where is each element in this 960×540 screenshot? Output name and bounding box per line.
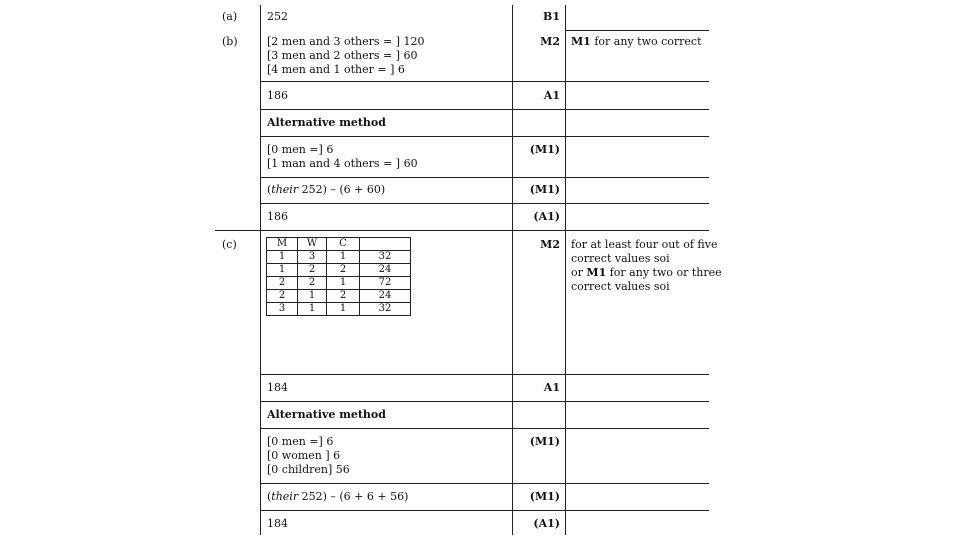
calc-text: 252) – (6 + 6 + 56) <box>298 490 409 503</box>
table-cell: 32 <box>360 303 411 316</box>
row-divider <box>260 401 709 402</box>
part-label-b: (b) <box>222 35 238 48</box>
answer-line: [0 men =] 6 <box>267 143 334 156</box>
table-cell: 1 <box>298 303 327 316</box>
mark-b-alt-method: (M1) <box>529 143 560 156</box>
table-header-row <box>267 238 411 251</box>
mark-b-alt-final: (A1) <box>533 210 560 223</box>
table-cell: 32 <box>360 251 411 264</box>
part-label-a: (a) <box>222 10 238 23</box>
italic-their: their <box>271 183 299 196</box>
row-divider <box>260 109 709 110</box>
guidance-or: or <box>571 266 583 279</box>
answer-c-alt-method <box>267 435 350 477</box>
row-divider <box>260 374 709 375</box>
guidance-line <box>571 266 722 280</box>
table-cell: 1 <box>267 264 298 277</box>
guidance-line: for at least four out of five <box>571 238 718 251</box>
table-cell: 72 <box>360 277 411 290</box>
row-divider <box>565 30 709 31</box>
guidance-mark-code: M1 <box>571 35 591 48</box>
answer-b-alt-method <box>267 143 418 171</box>
answer-b-alt-final: 186 <box>267 210 288 223</box>
answer-c-alt-calc: (their 252) – (6 + 6 + 56) <box>267 490 409 503</box>
answer-c-final: 184 <box>267 381 288 394</box>
column-divider-mark <box>512 5 513 535</box>
table-cell: 1 <box>327 277 360 290</box>
mark-c-alt-final: (A1) <box>533 517 560 530</box>
table-cell: 3 <box>267 303 298 316</box>
table-cell: 2 <box>298 277 327 290</box>
table-cell: 2 <box>267 290 298 303</box>
mark-c-alt-method: (M1) <box>529 435 560 448</box>
guidance-b <box>571 35 702 49</box>
column-divider-answer <box>260 5 261 535</box>
table-cell: 3 <box>298 251 327 264</box>
table-header <box>360 238 411 251</box>
answer-line: [1 man and 4 others = ] 60 <box>267 157 418 170</box>
row-divider <box>260 81 709 82</box>
alternative-method-heading: Alternative method <box>267 408 386 421</box>
answer-line: [0 children] 56 <box>267 463 350 476</box>
calc-text: 252) – (6 + 60) <box>298 183 386 196</box>
answer-b-final: 186 <box>267 89 288 102</box>
answer-b-alt-calc: (their 252) – (6 + 60) <box>267 183 386 196</box>
alternative-method-heading: Alternative method <box>267 116 386 129</box>
guidance-line: correct values soi <box>571 252 670 265</box>
table-row <box>267 251 411 264</box>
row-divider <box>260 510 709 511</box>
table-cell: 24 <box>360 290 411 303</box>
guidance-text: for any two or three <box>606 266 722 279</box>
row-divider <box>260 136 709 137</box>
row-divider <box>260 177 709 178</box>
combinations-table <box>266 237 411 316</box>
mark-b-alt-calc: (M1) <box>529 183 560 196</box>
mark-b-final: A1 <box>543 89 560 102</box>
table-cell: 2 <box>327 264 360 277</box>
guidance-line: correct values soi <box>571 280 670 293</box>
answer-line: [2 men and 3 others = ] 120 <box>267 35 425 48</box>
table-cell: 1 <box>298 290 327 303</box>
guidance-mark-code: M1 <box>586 266 607 279</box>
italic-their: their <box>271 490 299 503</box>
table-row <box>267 290 411 303</box>
table-header: C <box>327 238 360 251</box>
row-divider <box>260 203 709 204</box>
row-divider <box>260 428 709 429</box>
column-divider-guidance <box>565 5 566 535</box>
answer-line: [0 women ] 6 <box>267 449 341 462</box>
table-header: W <box>298 238 327 251</box>
mark-c-alt-calc: (M1) <box>529 490 560 503</box>
answer-a: 252 <box>267 10 288 23</box>
table-cell: 2 <box>298 264 327 277</box>
answer-line: [0 men =] 6 <box>267 435 334 448</box>
mark-c-final: A1 <box>543 381 560 394</box>
table-cell: 2 <box>267 277 298 290</box>
mark-a: B1 <box>543 10 560 23</box>
mark-b-method: M2 <box>540 35 560 48</box>
table-cell: 1 <box>327 303 360 316</box>
table-cell: 2 <box>327 290 360 303</box>
table-cell: 1 <box>267 251 298 264</box>
answer-line: [3 men and 2 others = ] 60 <box>267 49 418 62</box>
table-cell: 24 <box>360 264 411 277</box>
table-row <box>267 277 411 290</box>
part-label-c: (c) <box>222 238 237 251</box>
table-header: M <box>267 238 298 251</box>
row-divider <box>215 230 709 231</box>
guidance-c <box>571 238 722 294</box>
answer-b-method <box>267 35 425 77</box>
row-divider <box>260 483 709 484</box>
answer-c-alt-final: 184 <box>267 517 288 530</box>
table-row <box>267 264 411 277</box>
answer-line: [4 men and 1 other = ] 6 <box>267 63 405 76</box>
guidance-text: for any two correct <box>590 35 702 48</box>
table-cell: 1 <box>327 251 360 264</box>
table-row <box>267 303 411 316</box>
mark-c-method: M2 <box>540 238 560 251</box>
